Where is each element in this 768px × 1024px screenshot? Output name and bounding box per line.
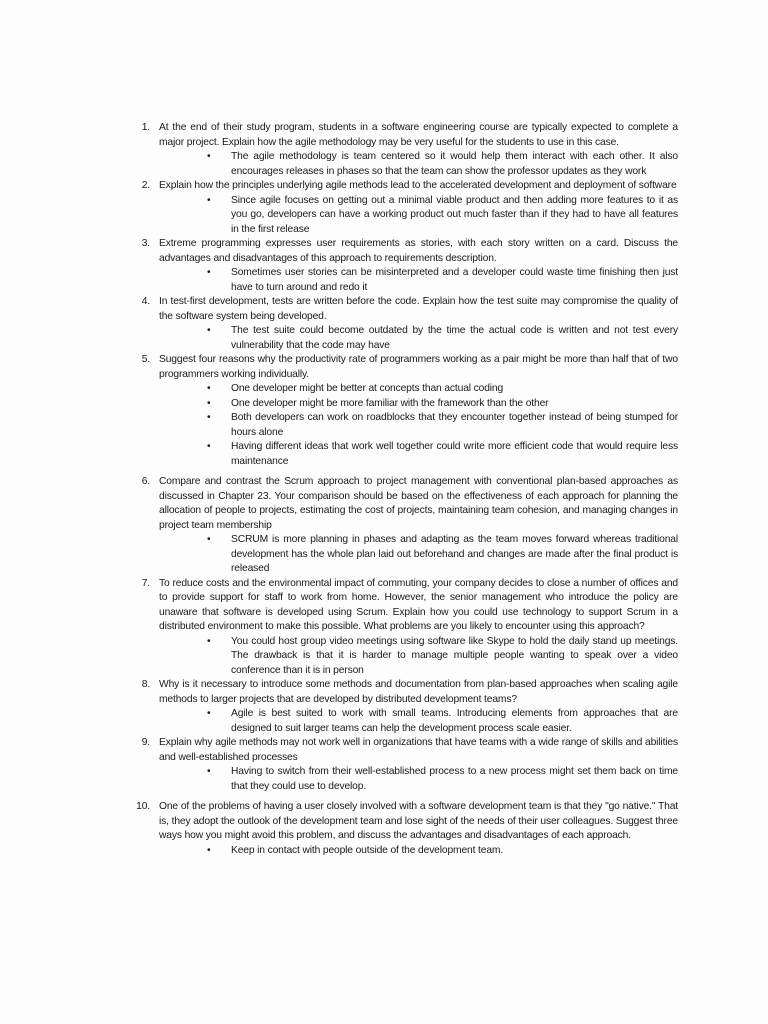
- answer-item: [159, 440, 678, 469]
- answer-text: You could host group video meetings using software like Skype to hold the daily stand up meetings. The drawback is that it is harder to manage multiple people wanting to speak over a video conference than it is in person: [231, 635, 678, 676]
- question-item: [132, 295, 678, 353]
- answer-text: Since agile focuses on getting out a minimal viable product and then adding more features to it as you go, developers can have a working product out much faster than if they had to have all features in the first release: [231, 194, 678, 235]
- question-list: [132, 121, 678, 858]
- question-number: 6.: [141, 476, 150, 487]
- answer-item: [159, 707, 678, 736]
- answer-text: Having to switch from their well-established process to a new process might set them back on time that they could use to develop.: [231, 766, 678, 792]
- bullet-icon: •: [207, 441, 211, 452]
- answer-list: [159, 266, 678, 295]
- answer-item: [159, 844, 678, 859]
- bullet-icon: •: [207, 708, 211, 719]
- answer-list: [159, 150, 678, 179]
- bullet-icon: •: [207, 534, 211, 545]
- question-item: [132, 577, 678, 679]
- answer-item: [159, 635, 678, 679]
- answer-text: Having different ideas that work well together could write more efficient code that would require less maintenance: [231, 441, 678, 467]
- question-number: 9.: [141, 737, 150, 748]
- answer-item: [159, 765, 678, 794]
- question-text: Compare and contrast the Scrum approach to project management with conventional plan-based approaches as discussed in Chapter 23. Your comparison should be based on the effectiveness of each approach for planning the allocation of people to projects, estimating the cost of projects, maintaining team cohesion, and managing changes in project team membership: [159, 476, 678, 531]
- answer-item: [159, 150, 678, 179]
- bullet-icon: •: [207, 844, 211, 856]
- question-number: 10.: [136, 801, 150, 812]
- bullet-icon: •: [207, 383, 211, 394]
- answer-item: [159, 194, 678, 238]
- answer-list: [159, 635, 678, 679]
- answer-list: [159, 382, 678, 469]
- answer-item: [159, 533, 678, 577]
- answer-text: One developer might be better at concepts than actual coding: [231, 383, 504, 394]
- answer-list: [159, 765, 678, 794]
- question-number: 7.: [141, 577, 150, 589]
- question-item: [132, 179, 678, 237]
- question-number: 5.: [141, 354, 150, 365]
- question-text: Suggest four reasons why the productivity rate of programmers working as a pair might be more than half that of two programmers working individually.: [159, 354, 678, 380]
- bullet-icon: •: [207, 397, 211, 409]
- answer-list: [159, 533, 678, 577]
- bullet-icon: •: [207, 267, 211, 278]
- answer-text: One developer might be more familiar with the framework than the other: [231, 397, 549, 409]
- bullet-icon: •: [207, 194, 211, 206]
- answer-item: [159, 411, 678, 440]
- question-item: [132, 736, 678, 794]
- answer-list: [159, 194, 678, 238]
- question-text: One of the problems of having a user closely involved with a software development team is that they "go native." That is, they adopt the outlook of the development team and lose sight of the needs of their user colleagues. Suggest three ways how you might avoid this problem, and discuss the advantages and disadvantages of each approach.: [159, 801, 678, 841]
- answer-text: Agile is best suited to work with small teams. Introducing elements from approaches that are designed to suit larger teams can help the development process scale easier.: [231, 708, 678, 734]
- question-item: [132, 237, 678, 295]
- bullet-icon: •: [207, 325, 211, 336]
- bullet-icon: •: [207, 412, 211, 423]
- answer-item: [159, 266, 678, 295]
- question-text: In test-first development, tests are written before the code. Explain how the test suite may compromise the quality of the software system being developed.: [159, 296, 678, 322]
- question-number: 3.: [141, 238, 150, 249]
- question-item: [132, 121, 678, 179]
- bullet-icon: •: [207, 635, 211, 647]
- question-number: 8.: [141, 679, 150, 690]
- answer-text: Sometimes user stories can be misinterpreted and a developer could waste time finishing then just have to turn around and redo it: [231, 267, 678, 293]
- answer-text: SCRUM is more planning in phases and adapting as the team moves forward whereas traditional development has the whole plan laid out beforehand and changes are made after the final product is released: [231, 534, 678, 574]
- question-number: 2.: [141, 180, 150, 191]
- question-item: [132, 800, 678, 858]
- question-item: [132, 475, 678, 577]
- question-item: [132, 678, 678, 736]
- answer-item: [159, 397, 678, 412]
- answer-list: [159, 324, 678, 353]
- answer-list: [159, 707, 678, 736]
- question-item: [132, 353, 678, 469]
- answer-item: [159, 382, 678, 397]
- question-number: 4.: [141, 296, 150, 307]
- question-text: Explain how the principles underlying agile methods lead to the accelerated development and deployment of software: [159, 180, 677, 191]
- answer-text: Keep in contact with people outside of the development team.: [231, 844, 504, 856]
- answer-text: The test suite could become outdated by the time the actual code is written and not test every vulnerability that the code may have: [231, 325, 678, 351]
- bullet-icon: •: [207, 151, 211, 162]
- question-number: 1.: [141, 122, 150, 133]
- question-text: Why is it necessary to introduce some methods and documentation from plan-based approaches when scaling agile methods to larger projects that are developed by distributed development teams?: [159, 679, 678, 705]
- answer-text: Both developers can work on roadblocks that they encounter together instead of being stumped for hours alone: [231, 412, 678, 438]
- bullet-icon: •: [207, 766, 211, 777]
- question-text: To reduce costs and the environmental impact of commuting, your company decides to close a number of offices and to provide support for staff to work from home. However, the senior management who introduce the policy are unaware that software is developed using Scrum. Explain how you could use technology to support Scrum in a distributed environment to make this possible. What problems are you likely to encounter using this approach?: [159, 577, 678, 632]
- answer-list: [159, 844, 678, 859]
- question-text: At the end of their study program, students in a software engineering course are typically expected to complete a major project. Explain how the agile methodology may be very useful for the students to use in this case.: [159, 122, 678, 148]
- answer-item: [159, 324, 678, 353]
- answer-text: The agile methodology is team centered so it would help them interact with each other. It also encourages releases in phases so that the team can show the professor updates as they work: [231, 151, 678, 177]
- question-text: Explain why agile methods may not work well in organizations that have teams with a wide range of skills and abilities and well-established processes: [159, 737, 678, 763]
- question-text: Extreme programming expresses user requirements as stories, with each story written on a card. Discuss the advantages and disadvantages of this approach to requirements description.: [159, 238, 678, 264]
